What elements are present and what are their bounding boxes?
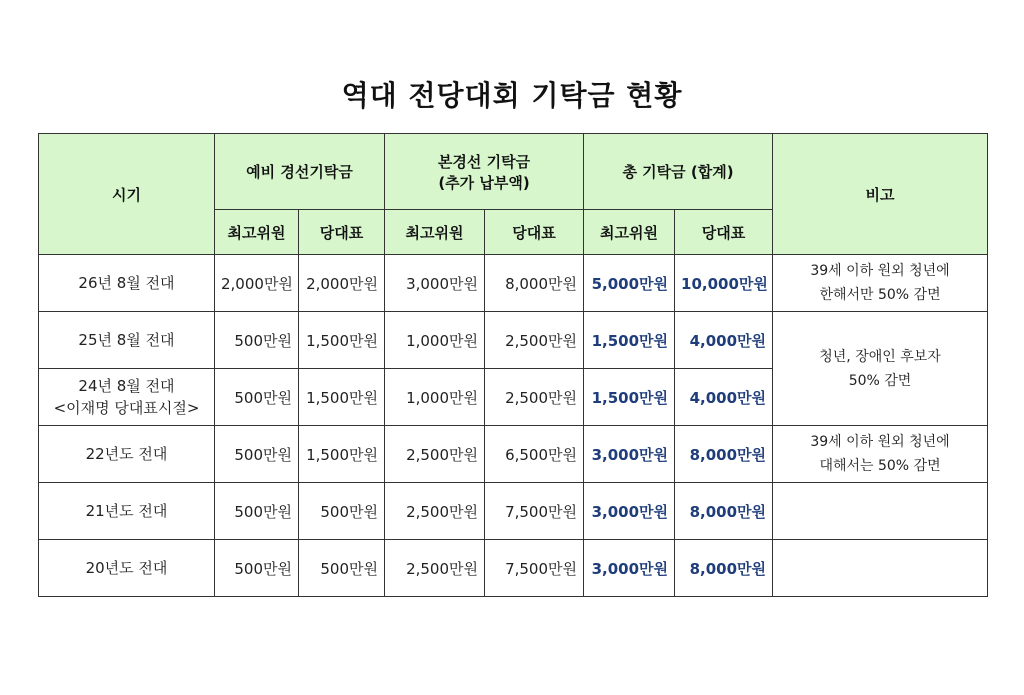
- cell-period: [39, 540, 215, 597]
- cell-note: [773, 426, 988, 483]
- note-line: 대해서는 50% 감면: [819, 458, 941, 474]
- header-note: 비고: [773, 134, 988, 255]
- cell-prelim-member: 500만원: [215, 426, 299, 483]
- cell-main-member: 1,000만원: [385, 312, 485, 369]
- deposit-table: [38, 133, 988, 597]
- cell-prelim-leader: 1,500만원: [299, 312, 385, 369]
- cell-note: [773, 255, 988, 312]
- cell-total-leader: 8,000만원: [675, 540, 773, 597]
- cell-note: [773, 312, 988, 426]
- cell-period: [39, 483, 215, 540]
- header-row-1: [39, 134, 988, 210]
- cell-main-leader: 6,500만원: [485, 426, 584, 483]
- subheader-main-leader: 당대표: [485, 210, 584, 255]
- cell-main-member: 3,000만원: [385, 255, 485, 312]
- header-period: 시기: [39, 134, 215, 255]
- subheader-total-leader: 당대표: [675, 210, 773, 255]
- table-row: [39, 483, 988, 540]
- cell-period: [39, 369, 215, 426]
- subheader-total-member: 최고위원: [584, 210, 675, 255]
- cell-main-leader: 2,500만원: [485, 312, 584, 369]
- cell-total-leader: 8,000만원: [675, 426, 773, 483]
- cell-prelim-leader: 500만원: [299, 483, 385, 540]
- cell-prelim-leader: 1,500만원: [299, 369, 385, 426]
- cell-total-member: 3,000만원: [584, 540, 675, 597]
- cell-prelim-member: 500만원: [215, 312, 299, 369]
- cell-note-empty: [773, 540, 988, 597]
- page-title: 역대 전당대회 기탁금 현황: [341, 79, 683, 112]
- period-line: 22년도 전대: [85, 445, 168, 463]
- header-prelim: 예비 경선기탁금: [215, 134, 385, 210]
- cell-main-leader: 2,500만원: [485, 369, 584, 426]
- cell-total-member: 3,000만원: [584, 426, 675, 483]
- period-line: 26년 8월 전대: [78, 274, 175, 292]
- subheader-main-member: 최고위원: [385, 210, 485, 255]
- header-main-line1: 본경선 기탁금: [437, 152, 531, 171]
- subheader-prelim-leader: 당대표: [299, 210, 385, 255]
- cell-total-member: 1,500만원: [584, 369, 675, 426]
- cell-note-empty: [773, 483, 988, 540]
- note-line: 39세 이하 원외 청년에: [810, 434, 950, 450]
- header-main-line2: (추가 납부액): [438, 173, 530, 192]
- cell-prelim-member: 2,000만원: [215, 255, 299, 312]
- cell-prelim-member: 500만원: [215, 483, 299, 540]
- period-line: <이재명 당대표시절>: [53, 399, 200, 417]
- period-line: 21년도 전대: [85, 502, 168, 520]
- cell-prelim-leader: 500만원: [299, 540, 385, 597]
- cell-main-member: 2,500만원: [385, 540, 485, 597]
- subheader-prelim-member: 최고위원: [215, 210, 299, 255]
- period-line: 24년 8월 전대: [78, 377, 175, 395]
- period-line: 25년 8월 전대: [78, 331, 175, 349]
- cell-main-member: 2,500만원: [385, 426, 485, 483]
- table-row: [39, 255, 988, 312]
- cell-main-leader: 7,500만원: [485, 540, 584, 597]
- cell-total-leader: 4,000만원: [675, 312, 773, 369]
- table-row: [39, 312, 988, 369]
- cell-total-member: 5,000만원: [584, 255, 675, 312]
- cell-prelim-member: 500만원: [215, 369, 299, 426]
- table-row: [39, 540, 988, 597]
- note-line: 50% 감면: [848, 372, 912, 389]
- cell-main-member: 2,500만원: [385, 483, 485, 540]
- cell-prelim-member: 500만원: [215, 540, 299, 597]
- cell-period: [39, 255, 215, 312]
- cell-total-leader: 4,000만원: [675, 369, 773, 426]
- cell-prelim-leader: 2,000만원: [299, 255, 385, 312]
- header-main: [385, 134, 584, 210]
- note-line: 청년, 장애인 후보자: [819, 348, 941, 365]
- cell-total-leader: 10,000만원: [675, 255, 773, 312]
- period-line: 20년도 전대: [85, 559, 168, 577]
- cell-main-member: 1,000만원: [385, 369, 485, 426]
- cell-total-leader: 8,000만원: [675, 483, 773, 540]
- cell-total-member: 3,000만원: [584, 483, 675, 540]
- cell-period: [39, 312, 215, 369]
- table-row: [39, 426, 988, 483]
- cell-main-leader: 8,000만원: [485, 255, 584, 312]
- note-line: 39세 이하 원외 청년에: [810, 263, 950, 279]
- cell-main-leader: 7,500만원: [485, 483, 584, 540]
- note-line: 한해서만 50% 감면: [819, 287, 941, 303]
- cell-period: [39, 426, 215, 483]
- cell-prelim-leader: 1,500만원: [299, 426, 385, 483]
- header-total: 총 기탁금 (합계): [584, 134, 773, 210]
- cell-total-member: 1,500만원: [584, 312, 675, 369]
